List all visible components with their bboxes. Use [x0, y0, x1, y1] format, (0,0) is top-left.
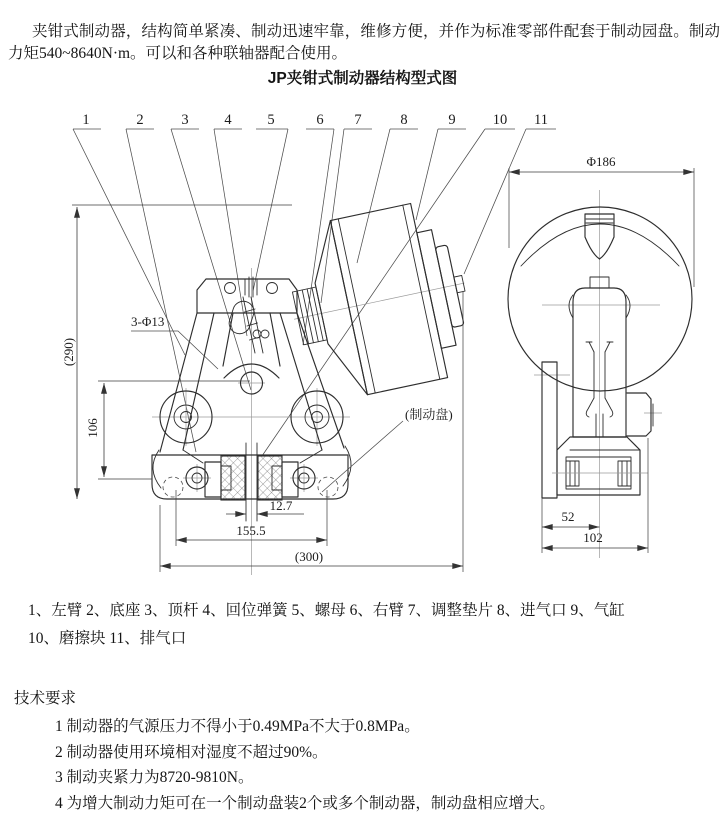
- mount-bracket: [542, 362, 648, 498]
- svg-text:(制动盘): (制动盘): [405, 407, 453, 422]
- callout-9: 9: [448, 112, 456, 128]
- dim-cylinder-dia: [509, 154, 694, 287]
- tech-heading: 技术要求: [14, 690, 77, 707]
- front-view: [61, 196, 483, 575]
- callout-10: 10: [492, 112, 508, 128]
- callout-5: 5: [267, 112, 275, 128]
- svg-text:(300): (300): [294, 549, 324, 564]
- side-view: [508, 154, 694, 558]
- tech-list: [14, 714, 714, 816]
- tech-requirement: 4 为增大制动力矩可在一个制动盘装2个或多个制动器，制动盘相应增大。: [55, 794, 555, 812]
- svg-text:102: 102: [583, 530, 603, 545]
- svg-text:155.5: 155.5: [236, 523, 266, 538]
- svg-text:(290): (290): [61, 337, 76, 367]
- intro-paragraph: 夹钳式制动器，结构简单紧凑、制动迅速牢靠，维修方便，并作为标准零部件配套于制动园盘。制动力矩540~8640N·m。可以和各种联轴器配合使用。: [8, 22, 720, 62]
- top-yoke: [197, 279, 297, 313]
- callout-leaders: [73, 129, 556, 456]
- parts-list: [28, 597, 718, 653]
- figure-title: JP夹钳式制动器结构型式图: [267, 70, 458, 87]
- disc-outline: [508, 207, 692, 391]
- svg-text:12.7: 12.7: [269, 498, 293, 513]
- label-brake-disc: [322, 407, 453, 492]
- tech-requirement: 3 制动夹紧力为8720-9810N。: [55, 769, 254, 786]
- svg-text:52: 52: [561, 509, 575, 524]
- tech-requirement: 2 制动器使用环境相对湿度不超过90%。: [55, 743, 328, 761]
- tech-requirement: 1 制动器的气源压力不得小于0.49MPa不大于0.8MPa。: [55, 718, 420, 735]
- air-fitting: [627, 393, 653, 436]
- callout-4: 4: [224, 112, 232, 128]
- callout-11: 11: [534, 112, 548, 128]
- callout-1: 1: [82, 112, 90, 128]
- callout-2: 2: [136, 112, 144, 128]
- svg-text:3-Φ13: 3-Φ13: [131, 314, 165, 329]
- callout-3: 3: [181, 112, 189, 128]
- callout-6: 6: [316, 112, 324, 128]
- tech-requirements-section: [14, 688, 714, 816]
- callout-8: 8: [400, 112, 408, 128]
- callout-7: 7: [354, 112, 362, 128]
- label-mount-holes: [131, 314, 218, 369]
- parts-line-1: 1、左臂 2、底座 3、顶杆 4、回位弹簧 5、螺母 6、右臂 7、调整垫片 8、进气口 9、气缸: [28, 602, 625, 619]
- svg-text:Φ186: Φ186: [586, 154, 616, 169]
- callout-numbers: [82, 112, 548, 128]
- base: [152, 455, 348, 499]
- air-cylinder: [276, 196, 483, 406]
- right-arm: [280, 313, 351, 486]
- svg-text:106: 106: [85, 418, 100, 438]
- parts-line-2: 10、磨擦块 11、排气口: [28, 630, 187, 647]
